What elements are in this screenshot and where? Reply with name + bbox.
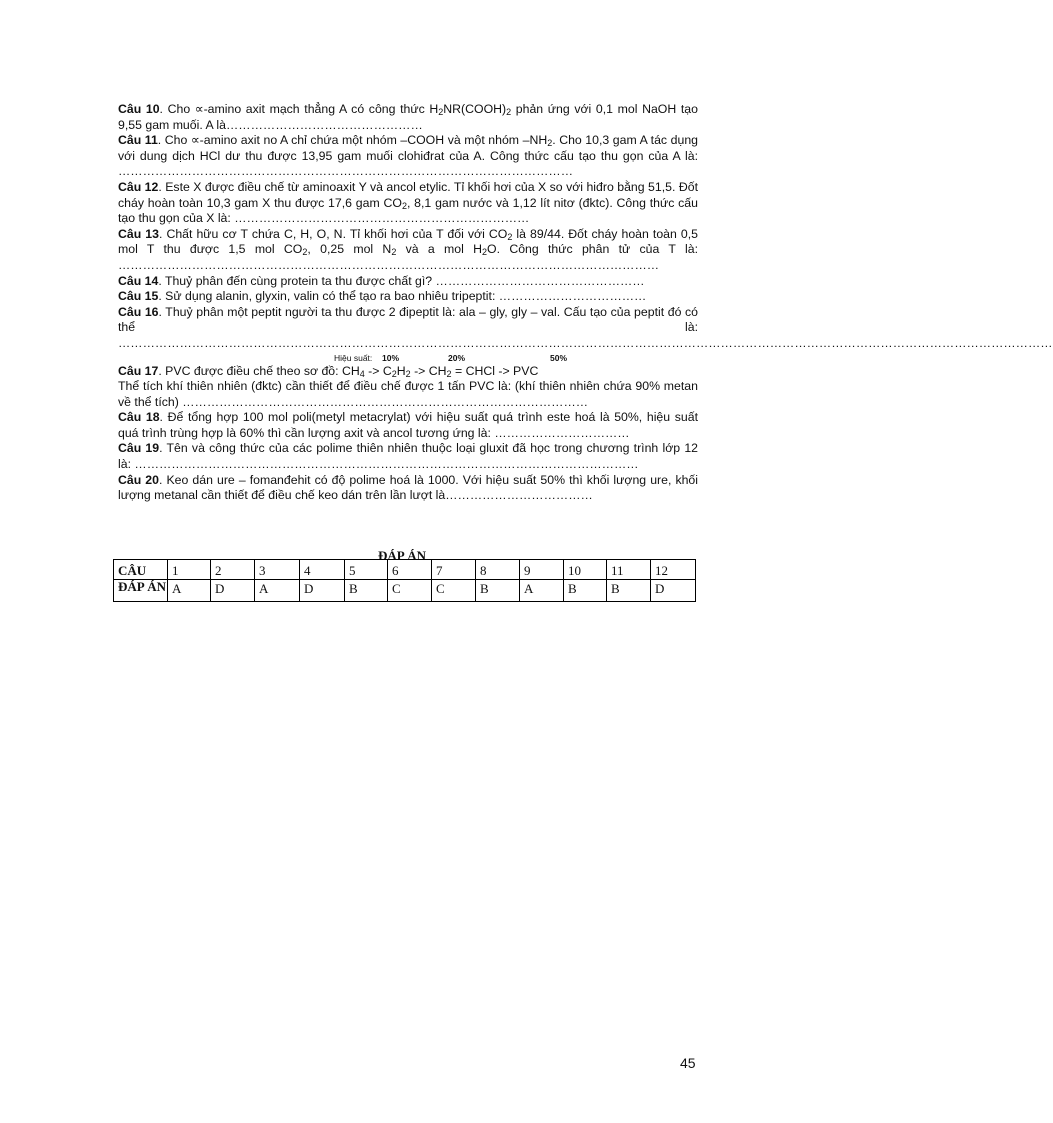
efficiency-10: 10% bbox=[382, 352, 400, 363]
question-label: Câu 14 bbox=[118, 273, 159, 288]
efficiency-50: 50% bbox=[550, 352, 568, 363]
row-label-dapan: ĐÁP ÁN bbox=[114, 580, 168, 602]
answer-letter-cell: A bbox=[255, 580, 300, 602]
question-text: phản ứng với 0,1 mol NaOH tạo 9,55 gam muối. A là………………………………………… bbox=[118, 102, 698, 132]
answer-letter-cell: B bbox=[607, 580, 651, 602]
question-number-cell: 3 bbox=[255, 560, 300, 580]
answer-table bbox=[113, 559, 696, 602]
subscript: 2 bbox=[302, 247, 308, 258]
answer-row-questions bbox=[114, 560, 696, 580]
subscript: 2 bbox=[507, 231, 513, 242]
question-text: -> CH bbox=[410, 363, 447, 378]
answer-letter-cell: D bbox=[651, 580, 696, 602]
question-number-cell: 11 bbox=[607, 560, 651, 580]
question-text: . Keo dán ure – fomanđehit có độ polime hoá là 1000. Với hiệu suất 50% thì khối lượng ure, khối lượng metanal cần thiết để điều chế keo dán trên lần lượt là……………………………… bbox=[118, 472, 699, 503]
question-text: . Thuỷ phân đến cùng protein ta thu được chất gì? …………………………………………… bbox=[158, 273, 645, 288]
question-text: . Sử dụng alanin, glyxin, valin có thể tạo ra bao nhiêu tripeptit: ……………………………… bbox=[158, 289, 647, 304]
question-number-cell: 8 bbox=[476, 560, 520, 580]
answer-letter-cell: D bbox=[211, 580, 255, 602]
question-text: và a mol H bbox=[396, 242, 483, 257]
question-label: Câu 12 bbox=[118, 179, 159, 194]
question-list bbox=[118, 102, 1053, 504]
subscript: 2 bbox=[438, 107, 444, 117]
subscript: 2 bbox=[547, 138, 553, 149]
question-paragraph bbox=[118, 410, 698, 441]
answer-letter-cell: C bbox=[388, 580, 432, 602]
subscript: 2 bbox=[401, 200, 407, 211]
question-text: , 0,25 mol N bbox=[307, 242, 392, 257]
subscript: 2 bbox=[391, 247, 397, 258]
answer-letter-cell: C bbox=[432, 580, 476, 602]
question-paragraph bbox=[118, 304, 1053, 352]
question-label: Câu 13 bbox=[118, 226, 159, 241]
question-label: Câu 18 bbox=[118, 410, 160, 425]
efficiency-label: Hiệu suất: bbox=[334, 352, 373, 363]
question-text: là 89/44. Đốt cháy hoàn toàn 0,5 mol T thu được 1,5 mol CO bbox=[118, 226, 699, 257]
question-text: . Cho ∝-amino axit no A chỉ chứa một nhóm –COOH và một nhóm –NH bbox=[157, 133, 548, 148]
efficiency-line bbox=[118, 353, 698, 364]
question-label: Câu 11 bbox=[118, 133, 158, 148]
question-label: Câu 16 bbox=[118, 304, 159, 319]
questions-block-2 bbox=[118, 364, 698, 504]
question-number-cell: 2 bbox=[211, 560, 255, 580]
questions-block-1 bbox=[118, 102, 1053, 352]
question-text: , 8,1 gam nước và 1,12 lít nitơ (đktc). Công thức cấu tạo thu gọn của X là: ……………………………………………………………… bbox=[118, 195, 698, 226]
question-paragraph bbox=[118, 379, 698, 410]
question-label: Câu 20 bbox=[118, 472, 159, 487]
question-number-cell: 10 bbox=[564, 560, 607, 580]
question-text: Thể tích khí thiên nhiên (đktc) cần thiết để điều chế được 1 tấn PVC là: (khí thiên nhiên chứa 90% metan về thể tích) ……………………………………………………………………………………… bbox=[118, 379, 698, 409]
answer-letter-cell: B bbox=[345, 580, 388, 602]
subscript: 2 bbox=[405, 368, 411, 379]
question-text: H bbox=[396, 363, 406, 378]
question-text: O. Công thức phân tử của T là: …………………………………………………………………………………………………………………… bbox=[118, 242, 698, 272]
question-label: Câu 19 bbox=[118, 441, 160, 456]
question-text: . Chất hữu cơ T chứa C, H, O, N. Tỉ khối hơi của T đối với CO bbox=[158, 226, 508, 241]
question-paragraph bbox=[118, 102, 698, 133]
question-text: -> C bbox=[364, 363, 392, 378]
answer-letter-cell: A bbox=[520, 580, 564, 602]
question-text: NR(COOH) bbox=[443, 102, 507, 116]
question-number-cell: 4 bbox=[300, 560, 345, 580]
question-paragraph bbox=[118, 274, 698, 290]
question-text: = CHCl -> PVC bbox=[451, 363, 539, 378]
question-number-cell: 9 bbox=[520, 560, 564, 580]
answer-letter-cell: A bbox=[168, 580, 211, 602]
question-paragraph bbox=[118, 441, 698, 472]
row-label-cau: CÂU bbox=[114, 560, 168, 580]
subscript: 2 bbox=[391, 368, 397, 379]
subscript: 2 bbox=[482, 247, 488, 258]
question-text: . Este X được điều chế từ aminoaxit Y và ancol etylic. Tỉ khối hơi của X so với hiđro bằng 51,5. Đốt cháy hoàn toàn 10,3 gam X thu được 17,6 gam CO bbox=[118, 179, 698, 210]
question-text: . Để tổng hợp 100 mol poli(metyl metacrylat) với hiệu suất quá trình este hoá là 50%, hiệu suất quá trình trùng hợp là 60% thì cần lượng axit và ancol tương ứng là: …………………………… bbox=[118, 410, 698, 440]
question-text: . Cho ∝-amino axit mạch thẳng A có công thức H bbox=[159, 102, 439, 116]
subscript: 2 bbox=[446, 368, 452, 379]
question-number-cell: 12 bbox=[651, 560, 696, 580]
question-number-cell: 5 bbox=[345, 560, 388, 580]
question-number-cell: 6 bbox=[388, 560, 432, 580]
question-text: . Cho 10,3 gam A tác dụng với dung dịch HCl dư thu được 13,95 gam muối clohiđrat của A. Công thức cấu tạo thu gọn của A là: ………………………………………………………………………………………………… bbox=[118, 133, 698, 179]
question-paragraph bbox=[118, 289, 698, 305]
answer-letter-cell: B bbox=[476, 580, 520, 602]
answer-title: ĐÁP ÁN bbox=[378, 548, 427, 563]
efficiency-20: 20% bbox=[448, 352, 466, 363]
question-label: Câu 10 bbox=[118, 102, 160, 116]
question-paragraph bbox=[118, 473, 698, 504]
question-paragraph bbox=[118, 180, 698, 227]
question-label: Câu 15 bbox=[118, 289, 159, 304]
question-label: Câu 17 bbox=[118, 363, 159, 378]
answer-letter-cell: D bbox=[300, 580, 345, 602]
question-paragraph bbox=[118, 227, 698, 274]
subscript: 4 bbox=[359, 368, 365, 379]
question-paragraph bbox=[118, 133, 698, 180]
question-text: . Tên và công thức của các polime thiên nhiên thuộc loại gluxit đã học trong chương trình lớp 12 là: …………………………………………………………………………………………………………… bbox=[118, 441, 698, 472]
subscript: 2 bbox=[506, 107, 512, 117]
answer-letter-cell: B bbox=[564, 580, 607, 602]
question-number-cell: 1 bbox=[168, 560, 211, 580]
page-number: 45 bbox=[680, 1055, 696, 1071]
question-text: . PVC được điều chế theo sơ đồ: CH bbox=[158, 363, 360, 378]
question-text: . Thuỷ phân một peptit người ta thu được 2 đipeptit là: ala – gly, gly – val. Cấu tạo của peptit đó có thể là: ………………………………………………………………………………………………………………………………………………………………………………………………………… bbox=[118, 304, 1053, 350]
question-number-cell: 7 bbox=[432, 560, 476, 580]
answer-row-answers bbox=[114, 580, 696, 602]
question-paragraph bbox=[118, 364, 698, 380]
